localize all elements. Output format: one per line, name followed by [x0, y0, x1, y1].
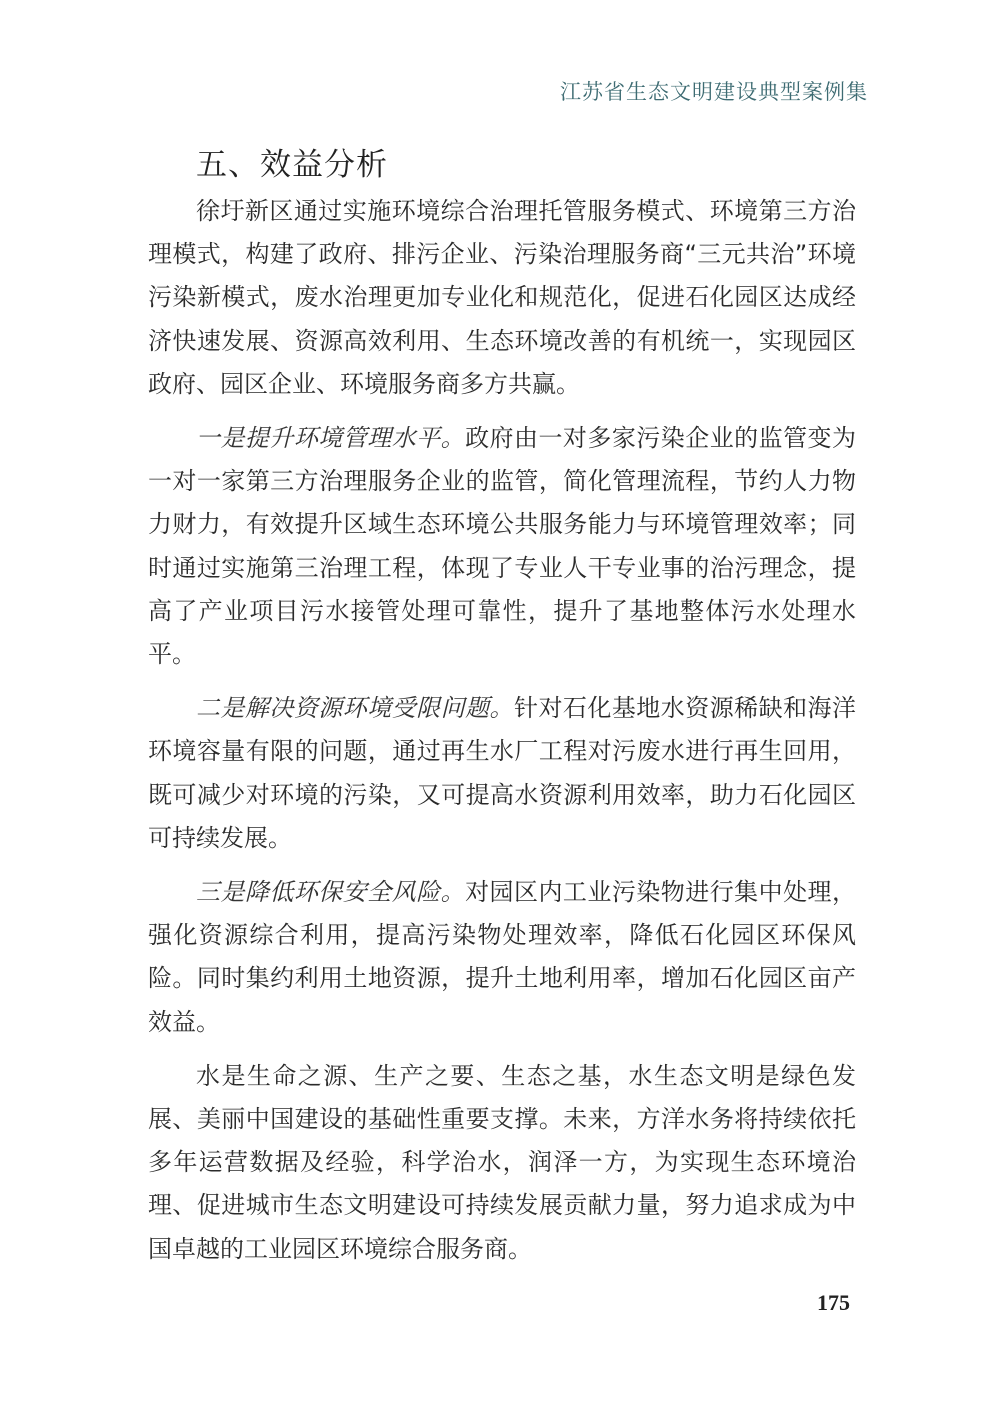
paragraph-text: 对园区内工业污染物进行集中处理，强化资源综合利用，提高污染物处理效率，降低石化园区环保风险。同时集约利用土地资源，提升土地利用率，增加石化园区亩产效益。	[148, 878, 857, 1036]
running-header: 江苏省生态文明建设典型案例集	[560, 80, 868, 104]
paragraph	[148, 1055, 856, 1271]
paragraph	[148, 417, 856, 676]
paragraph-lead: 一是提升环境管理水平。	[196, 424, 466, 453]
paragraph-lead: 二是解决资源环境受限问题。	[196, 694, 514, 723]
paragraph	[148, 190, 856, 406]
paragraph-text: 水是生命之源、生产之要、生态之基，水生态文明是绿色发展、美丽中国建设的基础性重要支撑。未来，方洋水务将持续依托多年运营数据及经验，科学治水，润泽一方，为实现生态环境治理、促进城市生态文明建设可持续发展贡献力量，努力追求成为中国卓越的工业园区环境综合服务商。	[148, 1061, 856, 1263]
paragraph-text: 针对石化基地水资源稀缺和海洋环境容量有限的问题，通过再生水厂工程对污废水进行再生回用，既可减少对环境的污染，又可提高水资源利用效率，助力石化园区可持续发展。	[148, 694, 856, 852]
paragraph	[148, 687, 856, 860]
paragraph-text: 政府由一对多家污染企业的监管变为一对一家第三方治理服务企业的监管，简化管理流程，节约人力物力财力，有效提升区域生态环境公共服务能力与环境管理效率；同时通过实施第三治理工程，体现了专业人干专业事的治污理念，提高了产业项目污水接管处理可靠性，提升了基地整体污水处理水平。	[148, 424, 857, 669]
paragraph-lead: 三是降低环保安全风险。	[196, 878, 466, 907]
page-number: 175	[817, 1290, 850, 1315]
section-title: 五、效益分析	[196, 147, 388, 183]
body-text	[148, 190, 856, 1282]
paragraph	[148, 871, 856, 1044]
paragraph-text: 徐圩新区通过实施环境综合治理托管服务模式、环境第三方治理模式，构建了政府、排污企业、污染治理服务商“三元共治”环境污染新模式，废水治理更加专业化和规范化，促进石化园区达成经济快速发展、资源高效利用、生态环境改善的有机统一，实现园区政府、园区企业、环境服务商多方共赢。	[148, 197, 856, 398]
